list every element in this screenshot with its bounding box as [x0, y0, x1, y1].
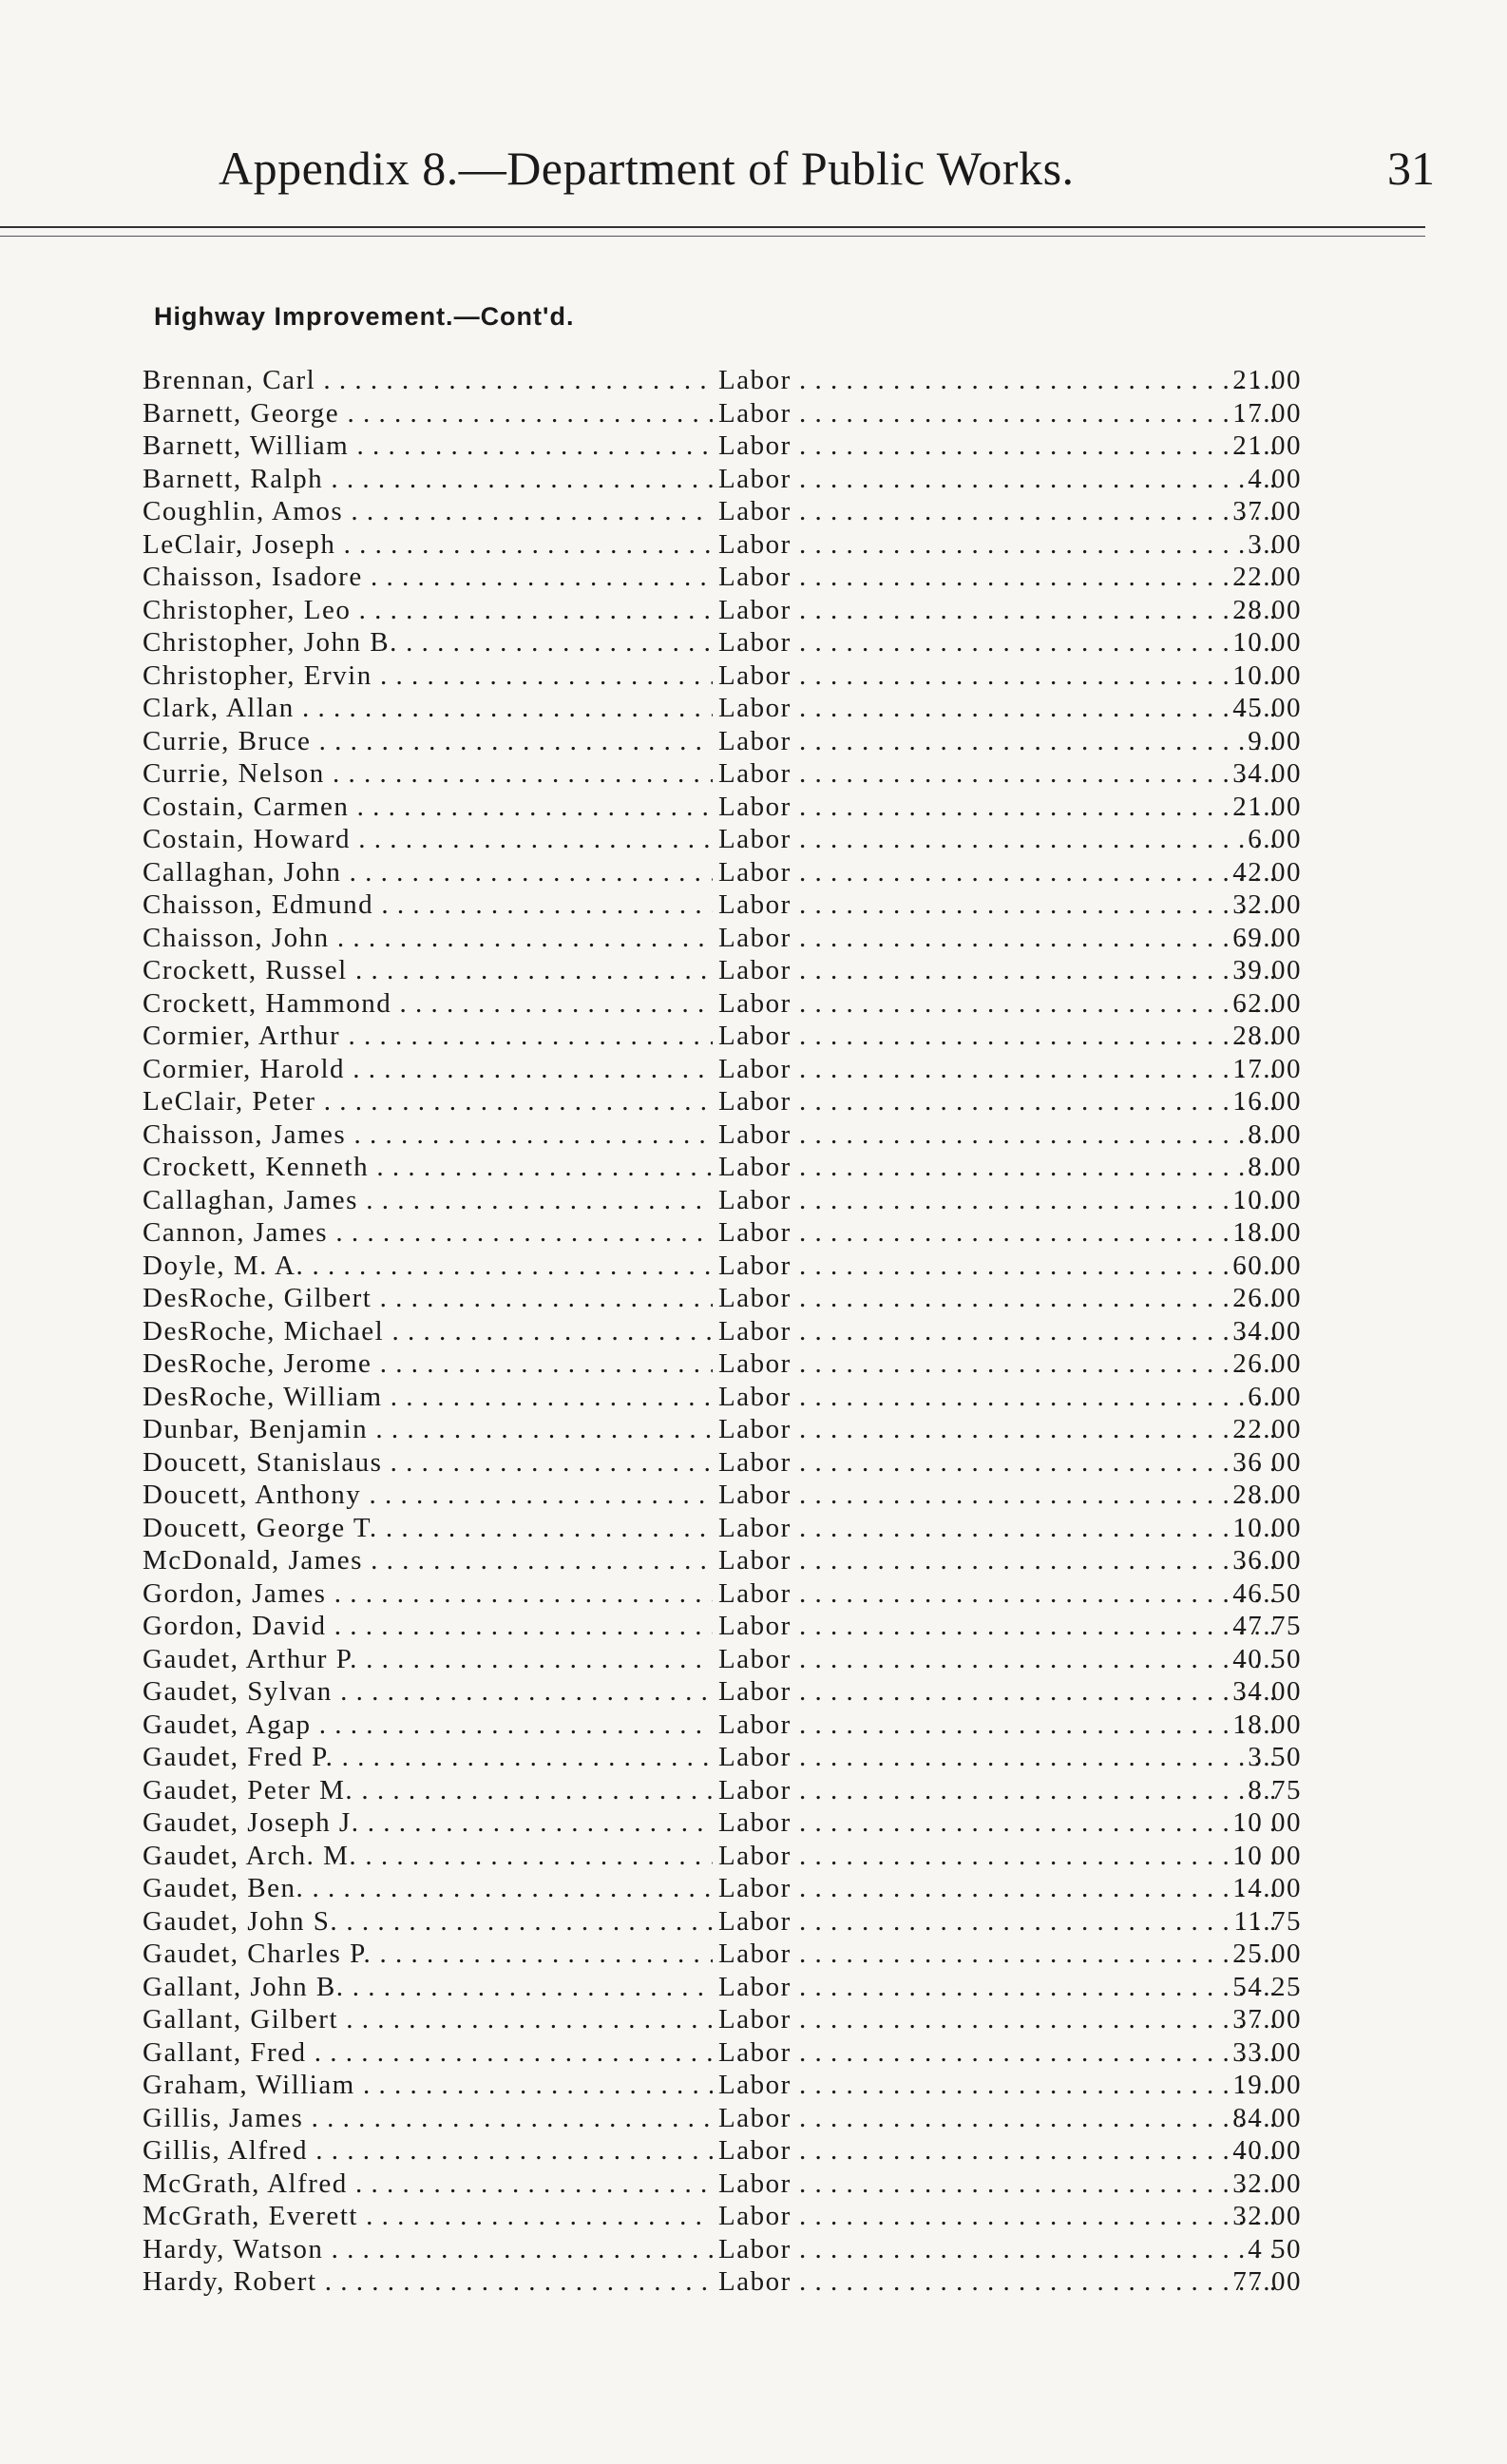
table-row — [143, 1414, 1302, 1447]
table-row — [143, 627, 1302, 660]
occupation: Labor . . . — [718, 1578, 1279, 1610]
occupation: Labor . . . — [718, 889, 1279, 921]
table-row — [143, 857, 1302, 890]
employee-name: Christopher, Leo . . . — [143, 595, 713, 626]
amount: 3.00 — [1248, 528, 1302, 560]
amount: 4 50 — [1248, 2233, 1302, 2264]
amount: 40.50 — [1232, 1643, 1302, 1674]
employee-name: Chaisson, Edmund . . . — [143, 889, 713, 921]
page-number: 31 — [1387, 142, 1435, 195]
table-row — [143, 1873, 1302, 1906]
amount: 77.00 — [1232, 2266, 1302, 2297]
occupation: Labor . . . — [718, 2135, 1279, 2167]
table-row — [143, 1644, 1302, 1677]
occupation: Labor . . . — [718, 1152, 1279, 1183]
occupation: Labor . . . — [718, 1939, 1279, 1970]
table-row — [143, 1841, 1302, 1874]
occupation: Labor . . . — [718, 758, 1279, 790]
amount: 18.00 — [1232, 1217, 1302, 1248]
occupation: Labor . . . — [718, 1545, 1279, 1576]
amount: 11.75 — [1233, 1905, 1302, 1937]
occupation: Labor . . . — [718, 464, 1279, 495]
table-row — [143, 595, 1302, 628]
occupation: Labor . . . — [718, 365, 1279, 396]
occupation: Labor . . . — [718, 529, 1279, 561]
employee-name: LeClair, Joseph . . . — [143, 529, 713, 561]
occupation: Labor . . . — [718, 2103, 1279, 2134]
amount: 10.00 — [1232, 659, 1302, 691]
table-row — [143, 365, 1302, 398]
employee-name: Doyle, M. A. . . . — [143, 1251, 713, 1282]
table-row — [143, 1807, 1302, 1841]
amount: 4.00 — [1248, 463, 1302, 494]
employee-name: LeClair, Peter . . . — [143, 1086, 713, 1117]
amount: 46.50 — [1232, 1577, 1302, 1609]
amount: 32.00 — [1232, 889, 1302, 920]
amount: 9.00 — [1248, 725, 1302, 756]
table-row — [143, 1021, 1302, 1054]
employee-name: Hardy, Robert . . . — [143, 2266, 713, 2298]
employee-name: McDonald, James . . . — [143, 1545, 713, 1576]
table-row — [143, 1316, 1302, 1349]
amount: 39.00 — [1232, 955, 1302, 985]
occupation: Labor . . . — [718, 1119, 1279, 1151]
occupation: Labor . . . — [718, 1480, 1279, 1511]
employee-name: Coughlin, Amos . . . — [143, 496, 713, 527]
employee-name: Cormier, Harold . . . — [143, 1054, 713, 1085]
amount: 21.00 — [1232, 791, 1302, 822]
header-rule — [0, 226, 1425, 228]
occupation: Labor . . . — [718, 398, 1279, 430]
table-row — [143, 1152, 1302, 1185]
table-row — [143, 1775, 1302, 1808]
table-row — [143, 1086, 1302, 1119]
table-row — [143, 1447, 1302, 1480]
employee-name: Gaudet, Ben. . . . — [143, 1873, 713, 1904]
table-row — [143, 2201, 1302, 2234]
employee-name: Callaghan, James . . . — [143, 1185, 713, 1216]
occupation: Labor . . . — [718, 1644, 1279, 1675]
employee-name: Gallant, John B. . . . — [143, 1972, 713, 2003]
amount: 10.00 — [1232, 1512, 1302, 1543]
occupation: Labor . . . — [718, 1873, 1279, 1904]
table-row — [143, 792, 1302, 825]
amount: 6.00 — [1248, 1381, 1302, 1412]
occupation: Labor . . . — [718, 660, 1279, 692]
amount: 26.00 — [1232, 1348, 1302, 1379]
employee-name: Crockett, Russel . . . — [143, 955, 713, 986]
amount: 10.00 — [1232, 627, 1302, 658]
amount: 22.00 — [1232, 562, 1302, 592]
table-row — [143, 1545, 1302, 1578]
employee-name: Gillis, James . . . — [143, 2103, 713, 2134]
occupation: Labor . . . — [718, 1513, 1279, 1544]
occupation: Labor . . . — [718, 1217, 1279, 1249]
employee-name: Brennan, Carl . . . — [143, 365, 713, 396]
amount: 18.00 — [1232, 1709, 1302, 1740]
employee-name: Costain, Howard . . . — [143, 824, 713, 855]
amount: 3.50 — [1248, 1742, 1302, 1772]
occupation: Labor . . . — [718, 2070, 1279, 2101]
occupation: Labor . . . — [718, 857, 1279, 888]
employee-name: Hardy, Watson . . . — [143, 2234, 713, 2265]
occupation: Labor . . . — [718, 955, 1279, 986]
employee-name: Costain, Carmen . . . — [143, 792, 713, 823]
amount: 21.00 — [1232, 365, 1302, 395]
amount: 54.25 — [1232, 1971, 1302, 2002]
table-row — [143, 1283, 1302, 1316]
occupation: Labor . . . — [718, 2266, 1279, 2298]
employee-name: Clark, Allan . . . — [143, 693, 713, 724]
occupation: Labor . . . — [718, 2037, 1279, 2069]
employee-name: Gillis, Alfred . . . — [143, 2135, 713, 2167]
table-row — [143, 1710, 1302, 1743]
employee-name: Gaudet, Agap . . . — [143, 1710, 713, 1741]
employee-name: McGrath, Alfred . . . — [143, 2168, 713, 2200]
occupation: Labor . . . — [718, 1316, 1279, 1347]
table-row — [143, 2266, 1302, 2300]
table-row — [143, 464, 1302, 497]
employee-name: Chaisson, James . . . — [143, 1119, 713, 1151]
table-row — [143, 496, 1302, 529]
employee-name: Currie, Nelson . . . — [143, 758, 713, 790]
occupation: Labor . . . — [718, 988, 1279, 1020]
occupation: Labor . . . — [718, 1807, 1279, 1839]
employee-name: Gaudet, Fred P. . . . — [143, 1742, 713, 1773]
occupation: Labor . . . — [718, 1382, 1279, 1413]
employee-name: Gallant, Gilbert . . . — [143, 2004, 713, 2035]
occupation: Labor . . . — [718, 1710, 1279, 1741]
table-row — [143, 1611, 1302, 1644]
employee-name: Gordon, James . . . — [143, 1578, 713, 1610]
table-row — [143, 889, 1302, 923]
occupation: Labor . . . — [718, 1972, 1279, 2003]
table-row — [143, 430, 1302, 464]
employee-name: DesRoche, Gilbert . . . — [143, 1283, 713, 1314]
amount: 36.00 — [1232, 1545, 1302, 1576]
amount: 62.00 — [1232, 987, 1302, 1019]
employee-name: Callaghan, John . . . — [143, 857, 713, 888]
amount: 45.00 — [1232, 693, 1302, 723]
employee-name: DesRoche, Jerome . . . — [143, 1348, 713, 1380]
occupation: Labor . . . — [718, 2201, 1279, 2232]
occupation: Labor . . . — [718, 1447, 1279, 1479]
employee-name: Gaudet, Arch. M. . . . — [143, 1841, 713, 1872]
table-row — [143, 1939, 1302, 1972]
employee-name: Chaisson, Isadore . . . — [143, 562, 713, 593]
employee-name: DesRoche, Michael . . . — [143, 1316, 713, 1347]
employee-name: Gaudet, Sylvan . . . — [143, 1676, 713, 1708]
amount: 6.00 — [1248, 824, 1302, 854]
employee-name: Barnett, Ralph . . . — [143, 464, 713, 495]
employee-name: Gallant, Fred . . . — [143, 2037, 713, 2069]
table-row — [143, 1251, 1302, 1284]
header-rule-secondary — [0, 236, 1425, 237]
amount: 37.00 — [1232, 2004, 1302, 2034]
table-row — [143, 2135, 1302, 2168]
table-row — [143, 1513, 1302, 1546]
amount: 60.00 — [1232, 1250, 1302, 1281]
occupation: Labor . . . — [718, 1185, 1279, 1216]
occupation: Labor . . . — [718, 496, 1279, 527]
occupation: Labor . . . — [718, 2168, 1279, 2200]
occupation: Labor . . . — [718, 1021, 1279, 1052]
occupation: Labor . . . — [718, 430, 1279, 462]
amount: 14.00 — [1232, 1873, 1302, 1903]
employee-name: Barnett, William . . . — [143, 430, 713, 462]
amount: 25.00 — [1232, 1939, 1302, 1969]
employee-name: Crockett, Kenneth . . . — [143, 1152, 713, 1183]
occupation: Labor . . . — [718, 1841, 1279, 1872]
section-heading: Highway Improvement.—Cont'd. — [154, 302, 575, 331]
table-row — [143, 660, 1302, 694]
table-row — [143, 955, 1302, 988]
header-title: Appendix 8.—Department of Public Works. — [219, 142, 1075, 195]
amount: 84.00 — [1232, 2102, 1302, 2133]
table-row — [143, 2037, 1302, 2071]
occupation: Labor . . . — [718, 693, 1279, 724]
table-row — [143, 1676, 1302, 1710]
amount: 47.75 — [1232, 1611, 1302, 1641]
occupation: Labor . . . — [718, 1086, 1279, 1117]
table-row — [143, 1382, 1302, 1415]
amount: 33.00 — [1232, 2036, 1302, 2068]
amount: 36 00 — [1232, 1446, 1302, 1478]
employee-name: Christopher, John B. . . . — [143, 627, 713, 659]
amount: 8.75 — [1248, 1774, 1302, 1805]
occupation: Labor . . . — [718, 1054, 1279, 1085]
employee-name: Cormier, Arthur . . . — [143, 1021, 713, 1052]
amount: 10 00 — [1232, 1807, 1302, 1838]
occupation: Labor . . . — [718, 726, 1279, 757]
employee-name: Currie, Bruce . . . — [143, 726, 713, 757]
amount: 28.00 — [1232, 1480, 1302, 1510]
amount: 17.00 — [1232, 1053, 1302, 1084]
amount: 34.00 — [1232, 758, 1302, 789]
occupation: Labor . . . — [718, 2004, 1279, 2035]
occupation: Labor . . . — [718, 824, 1279, 855]
amount: 28.00 — [1232, 594, 1302, 625]
table-row — [143, 2234, 1302, 2267]
amount: 34.00 — [1232, 1676, 1302, 1707]
amount: 37.00 — [1232, 496, 1302, 526]
employee-name: Chaisson, John . . . — [143, 923, 713, 954]
occupation: Labor . . . — [718, 1283, 1279, 1314]
table-row — [143, 1217, 1302, 1251]
employee-name: Gaudet, Peter M. . . . — [143, 1775, 713, 1806]
occupation: Labor . . . — [718, 1611, 1279, 1642]
page-header — [219, 141, 1435, 207]
amount: 8.00 — [1248, 1152, 1302, 1182]
occupation: Labor . . . — [718, 923, 1279, 954]
amount: 26.00 — [1232, 1283, 1302, 1313]
table-row — [143, 923, 1302, 956]
table-row — [143, 562, 1302, 595]
employee-name: Graham, William . . . — [143, 2070, 713, 2101]
employee-name: Doucett, Stanislaus . . . — [143, 1447, 713, 1479]
amount: 19.00 — [1232, 2070, 1302, 2100]
occupation: Labor . . . — [718, 1676, 1279, 1708]
amount: 8.00 — [1248, 1118, 1302, 1150]
employee-name: Doucett, George T. . . . — [143, 1513, 713, 1544]
amount: 42.00 — [1232, 856, 1302, 888]
amount: 16.00 — [1232, 1086, 1302, 1117]
table-row — [143, 1578, 1302, 1612]
table-row — [143, 1480, 1302, 1513]
table-row — [143, 2070, 1302, 2103]
table-row — [143, 1972, 1302, 2005]
table-row — [143, 988, 1302, 1022]
amount: 34.00 — [1232, 1315, 1302, 1347]
table-row — [143, 1185, 1302, 1218]
occupation: Labor . . . — [718, 792, 1279, 823]
employee-name: Crockett, Hammond . . . — [143, 988, 713, 1020]
occupation: Labor . . . — [718, 1251, 1279, 1282]
table-row — [143, 726, 1302, 759]
amount: 40.00 — [1232, 2135, 1302, 2166]
occupation: Labor . . . — [718, 1348, 1279, 1380]
employee-name: Gordon, David . . . — [143, 1611, 713, 1642]
employee-name: Gaudet, John S. . . . — [143, 1906, 713, 1938]
table-row — [143, 2168, 1302, 2202]
table-row — [143, 693, 1302, 726]
occupation: Labor . . . — [718, 1742, 1279, 1773]
table-row — [143, 1742, 1302, 1775]
amount: 21.00 — [1232, 430, 1302, 461]
occupation: Labor . . . — [718, 562, 1279, 593]
employee-name: Doucett, Anthony . . . — [143, 1480, 713, 1511]
amount: 22.00 — [1232, 1414, 1302, 1444]
table-row — [143, 1054, 1302, 1087]
amount: 69.00 — [1232, 922, 1302, 953]
employee-name: DesRoche, William . . . — [143, 1382, 713, 1413]
occupation: Labor . . . — [718, 2234, 1279, 2265]
occupation: Labor . . . — [718, 595, 1279, 626]
amount: 17.00 — [1232, 397, 1302, 429]
employee-name: Cannon, James . . . — [143, 1217, 713, 1249]
table-row — [143, 1348, 1302, 1382]
table-row — [143, 824, 1302, 857]
occupation: Labor . . . — [718, 1906, 1279, 1938]
payroll-list — [143, 365, 1302, 2300]
employee-name: Christopher, Ervin . . . — [143, 660, 713, 692]
amount: 10.00 — [1232, 1184, 1302, 1215]
amount: 10 00 — [1232, 1840, 1302, 1871]
employee-name: Dunbar, Benjamin . . . — [143, 1414, 713, 1445]
occupation: Labor . . . — [718, 1414, 1279, 1445]
occupation: Labor . . . — [718, 627, 1279, 659]
employee-name: Barnett, George . . . — [143, 398, 713, 430]
table-row — [143, 758, 1302, 792]
amount: 32.00 — [1232, 2168, 1302, 2199]
table-row — [143, 1119, 1302, 1153]
employee-name: Gaudet, Arthur P. . . . — [143, 1644, 713, 1675]
employee-name: McGrath, Everett . . . — [143, 2201, 713, 2232]
table-row — [143, 1906, 1302, 1939]
table-row — [143, 2103, 1302, 2136]
table-row — [143, 398, 1302, 431]
employee-name: Gaudet, Charles P. . . . — [143, 1939, 713, 1970]
table-row — [143, 529, 1302, 563]
amount: 32.00 — [1232, 2201, 1302, 2231]
employee-name: Gaudet, Joseph J. . . . — [143, 1807, 713, 1839]
amount: 28.00 — [1232, 1021, 1302, 1051]
occupation: Labor . . . — [718, 1775, 1279, 1806]
table-row — [143, 2004, 1302, 2037]
